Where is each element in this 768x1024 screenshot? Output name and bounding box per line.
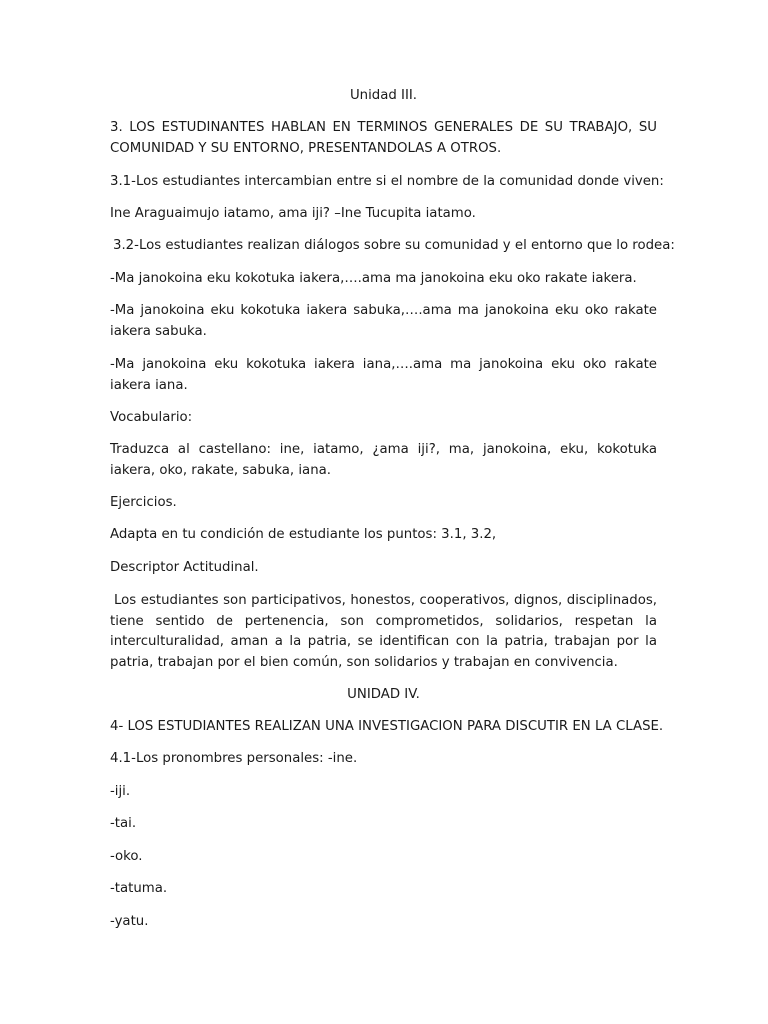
- pronoun-item: -tai.: [110, 816, 137, 831]
- item-3-1-example: Ine Araguaimujo iatamo, ama iji? –Ine Tucupita iatamo.: [110, 206, 476, 221]
- pronoun-item: -yatu.: [110, 914, 149, 929]
- vocabulary-heading: Vocabulario:: [110, 410, 193, 425]
- item-3-2: 3.2-Los estudiantes realizan diálogos sobre su comunidad y el entorno que lo rodea:: [113, 238, 675, 253]
- pronoun-item: -tatuma.: [110, 881, 168, 896]
- unit3-heading: Unidad III.: [349, 88, 418, 103]
- section3-title: 3. LOS ESTUDINANTES HABLAN EN TERMINOS GENERALES DE SU TRABAJO, SU COMUNIDAD Y SU ENTORNO, PRESENTANDOLAS A OTROS.: [110, 120, 657, 156]
- exercises-text: Adapta en tu condición de estudiante los puntos: 3.1, 3.2,: [110, 527, 497, 542]
- section4-title: 4- LOS ESTUDIANTES REALIZAN UNA INVESTIGACION PARA DISCUTIR EN LA CLASE.: [110, 719, 664, 734]
- dialog-line-3: -Ma janokoina eku kokotuka iakera iana,….ama ma janokoina eku oko rakate iakera iana.: [110, 357, 657, 393]
- vocabulary-text: Traduzca al castellano: ine, iatamo, ¿ama iji?, ma, janokoina, eku, kokotuka iakera, oko, rakate, sabuka, iana.: [110, 442, 657, 478]
- descriptor-text: Los estudiantes son participativos, honestos, cooperativos, dignos, disciplinados, tiene sentido de pertenencia, son comprometidos, solidarios, respetan la interculturalidad, aman a la patria, se identifican con la patria, trabajan por la patria, trabajan por el bien común, son solidarios y trabajan en convivencia.: [110, 593, 657, 670]
- descriptor-heading: Descriptor Actitudinal.: [110, 560, 259, 575]
- dialog-line-2: -Ma janokoina eku kokotuka iakera sabuka,….ama ma janokoina eku oko rakate iakera sabuka.: [110, 303, 657, 339]
- exercises-heading: Ejercicios.: [110, 495, 177, 510]
- unit4-heading: UNIDAD IV.: [347, 687, 420, 702]
- dialog-line-1: -Ma janokoina eku kokotuka iakera,….ama ma janokoina eku oko rakate iakera.: [110, 271, 637, 286]
- pronoun-item: -oko.: [110, 849, 143, 864]
- pronoun-item: -iji.: [110, 784, 131, 799]
- item-4-1: 4.1-Los pronombres personales: -ine.: [110, 751, 358, 766]
- item-3-1: 3.1-Los estudiantes intercambian entre si el nombre de la comunidad donde viven:: [110, 174, 664, 189]
